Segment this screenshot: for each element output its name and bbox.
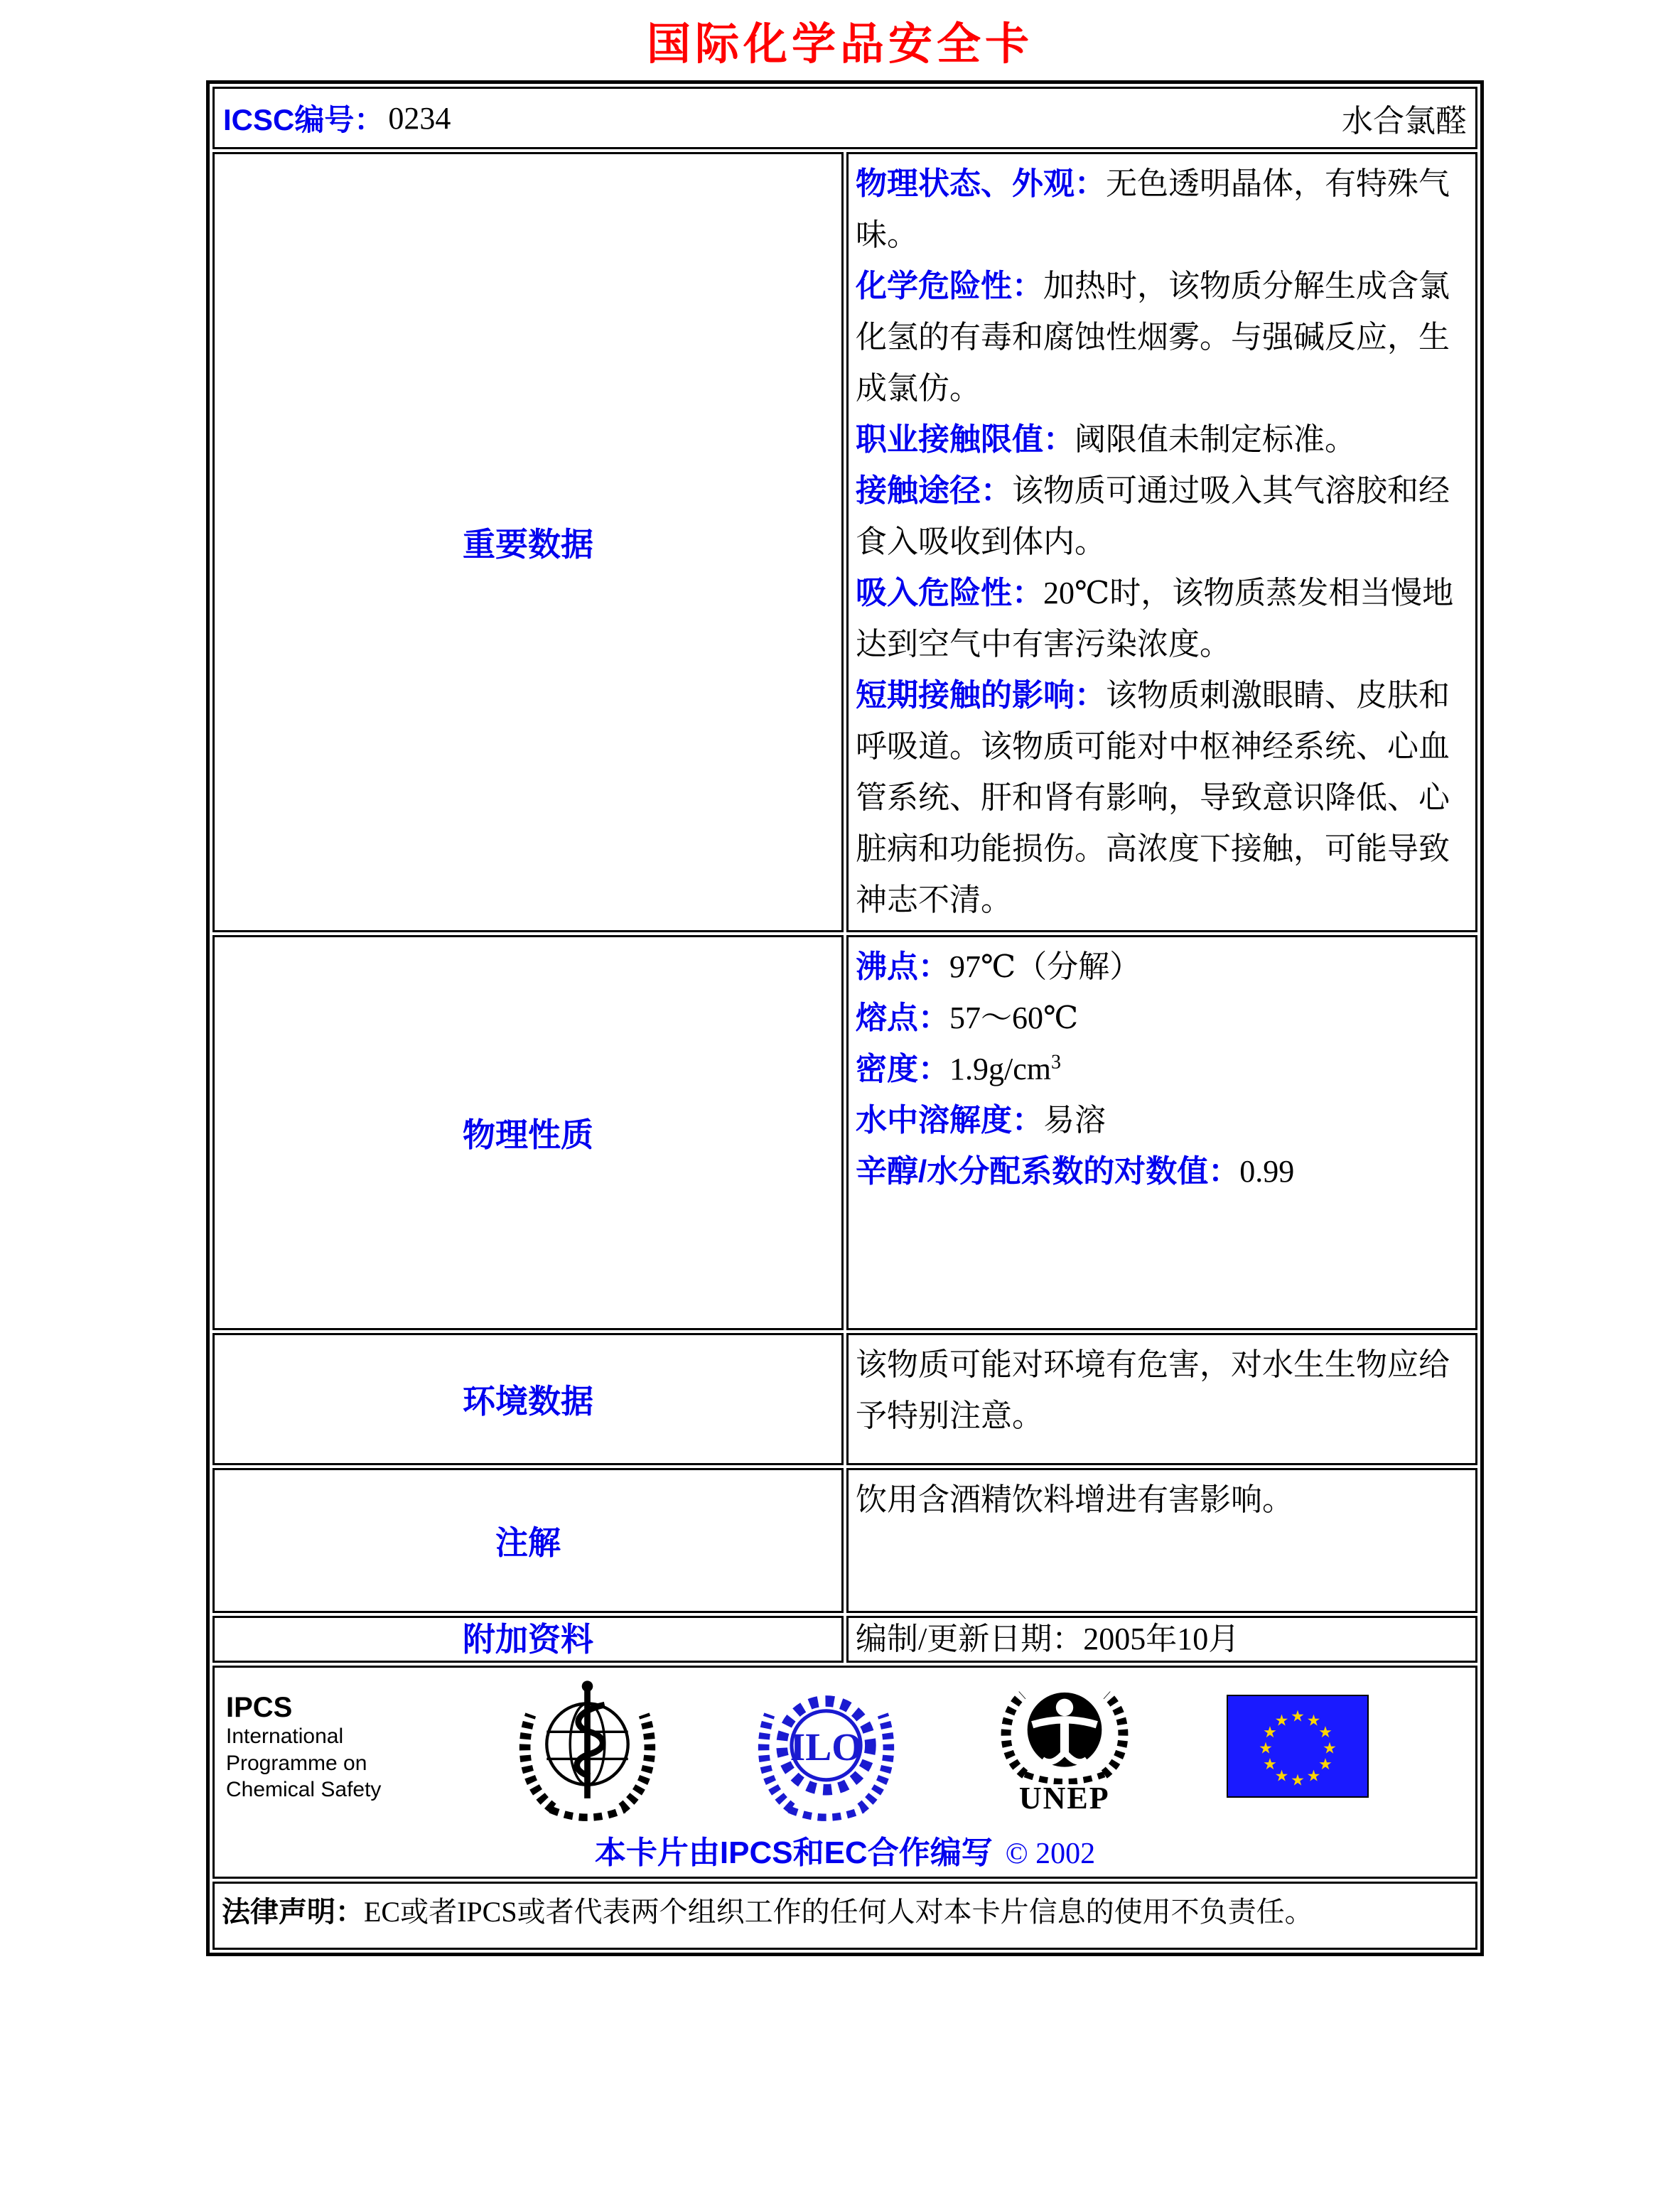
environmental-data-content — [846, 1333, 1477, 1465]
svg-text:★: ★ — [1306, 1766, 1321, 1785]
logo-strip — [215, 1675, 1475, 1823]
property-name: 沸点： — [856, 949, 949, 985]
svg-text:★: ★ — [1318, 1723, 1332, 1742]
field-value: 该物质刺激眼睛、皮肤和呼吸道。该物质可能对中枢神经系统、心血管系统、肝和肾有影响，导致意识降低、心脏病和功能损伤。高浓度下接触，可能导致神志不清。 — [856, 678, 1450, 918]
data-line — [856, 670, 1468, 926]
ilo-logo-text: ILO — [790, 1725, 862, 1769]
property-name: 辛醇/水分配系数的对数值： — [856, 1154, 1240, 1189]
who-logo-icon — [511, 1678, 664, 1825]
notes-row — [212, 1468, 1477, 1613]
ilo-logo-icon — [750, 1678, 903, 1825]
notes-text: 饮用含酒精饮料增进有害影响。 — [856, 1482, 1293, 1518]
legal-notice-label: 法律声明： — [222, 1897, 364, 1928]
additional-info-text: 编制/更新日期：2005年10月 — [856, 1622, 1240, 1657]
important-data-content — [846, 152, 1477, 932]
data-line — [856, 568, 1468, 670]
property-line — [856, 993, 1468, 1044]
property-line — [856, 942, 1468, 993]
property-line — [856, 1146, 1468, 1197]
property-line — [856, 1095, 1468, 1146]
property-value: 57～60℃ — [949, 1000, 1079, 1036]
additional-info-row — [212, 1616, 1477, 1663]
property-name: 水中溶解度： — [856, 1103, 1043, 1138]
svg-text:★: ★ — [1274, 1711, 1289, 1730]
unep-logo-icon — [988, 1678, 1141, 1784]
section-label-physical-properties: 物理性质 — [212, 935, 844, 1330]
svg-text:★: ★ — [1263, 1755, 1277, 1774]
unep-logo-text: UNEP — [1018, 1781, 1110, 1816]
notes-content — [846, 1468, 1477, 1613]
svg-text:★: ★ — [1291, 1771, 1305, 1789]
section-label-environmental-data: 环境数据 — [212, 1333, 844, 1465]
data-line — [856, 465, 1468, 568]
field-label: 接触途径： — [856, 473, 1012, 509]
ipcs-text-block — [226, 1678, 425, 1803]
field-label: 短期接触的影响： — [856, 678, 1106, 713]
section-label-additional-info: 附加资料 — [212, 1616, 844, 1663]
ipcs-name-line: Chemical Safety — [226, 1778, 382, 1802]
icsc-card-table — [206, 80, 1484, 1956]
field-label: 物理状态、外观： — [856, 166, 1106, 202]
header-cell — [212, 87, 1477, 149]
physical-properties-content — [846, 935, 1477, 1330]
property-value: 97℃（分解） — [949, 949, 1141, 985]
data-line — [856, 261, 1468, 414]
section-label-notes: 注解 — [212, 1468, 844, 1613]
footer-caption-text: 本卡片由IPCS和EC合作编写 — [594, 1835, 993, 1871]
ipcs-name-line: Programme on — [226, 1751, 367, 1775]
property-name: 密度： — [856, 1052, 949, 1087]
svg-text:★: ★ — [1259, 1739, 1273, 1757]
unep-logo-block — [988, 1678, 1141, 1816]
property-line — [856, 1044, 1468, 1095]
field-label: 职业接触限值： — [856, 422, 1075, 458]
ipcs-abbreviation: IPCS — [226, 1692, 293, 1724]
field-value: 20℃时，该物质蒸发相当慢地达到空气中有害污染浓度。 — [856, 576, 1454, 662]
footer-caption — [215, 1827, 1475, 1872]
header-row — [212, 87, 1477, 149]
legal-notice-text: EC或者IPCS或者代表两个组织工作的任何人对本卡片信息的使用不负责任。 — [364, 1896, 1313, 1928]
environmental-data-text: 该物质可能对环境有危害，对水生生物应给予特别注意。 — [856, 1347, 1450, 1434]
environmental-data-row — [212, 1333, 1477, 1465]
property-superscript: 3 — [1050, 1051, 1061, 1074]
eu-flag-icon — [1227, 1678, 1369, 1798]
footer-row — [212, 1666, 1477, 1879]
section-label-important-data: 重要数据 — [212, 152, 844, 932]
field-value: 加热时，该物质分解生成含氯化氢的有毒和腐蚀性烟雾。与强碱反应，生成氯仿。 — [856, 269, 1450, 406]
field-label: 化学危险性： — [856, 269, 1043, 304]
page-title: 国际化学品安全卡 — [646, 21, 1033, 69]
important-data-row — [212, 152, 1477, 932]
property-value: 1.9g/cm — [949, 1052, 1051, 1087]
svg-text:★: ★ — [1263, 1723, 1277, 1742]
footer-cell — [212, 1666, 1477, 1879]
data-line — [856, 158, 1468, 261]
property-value: 0.99 — [1239, 1154, 1295, 1189]
field-value: 阈限值未制定标准。 — [1075, 422, 1356, 458]
additional-info-content — [846, 1616, 1477, 1663]
svg-text:★: ★ — [1318, 1755, 1332, 1774]
svg-text:★: ★ — [1306, 1711, 1321, 1730]
svg-text:★: ★ — [1274, 1766, 1289, 1785]
footer-copyright: © 2002 — [1005, 1838, 1096, 1871]
field-value: 无色透明晶体，有特殊气味。 — [856, 166, 1450, 253]
icsc-number-label: ICSC编号： — [223, 103, 384, 137]
svg-text:★: ★ — [1291, 1707, 1305, 1725]
physical-properties-row — [212, 935, 1477, 1330]
data-line — [856, 414, 1468, 465]
chemical-name: 水合氯醛 — [1342, 104, 1467, 139]
icsc-number-value: 0234 — [388, 100, 451, 136]
field-label: 吸入危险性： — [856, 576, 1043, 611]
legal-row — [212, 1882, 1477, 1950]
property-name: 熔点： — [856, 1000, 949, 1036]
ipcs-name-line: International — [226, 1725, 344, 1749]
legal-cell — [212, 1882, 1477, 1950]
svg-text:★: ★ — [1323, 1739, 1337, 1757]
property-value: 易溶 — [1043, 1103, 1106, 1138]
field-value: 该物质可通过吸入其气溶胶和经食入吸收到体内。 — [856, 473, 1450, 560]
